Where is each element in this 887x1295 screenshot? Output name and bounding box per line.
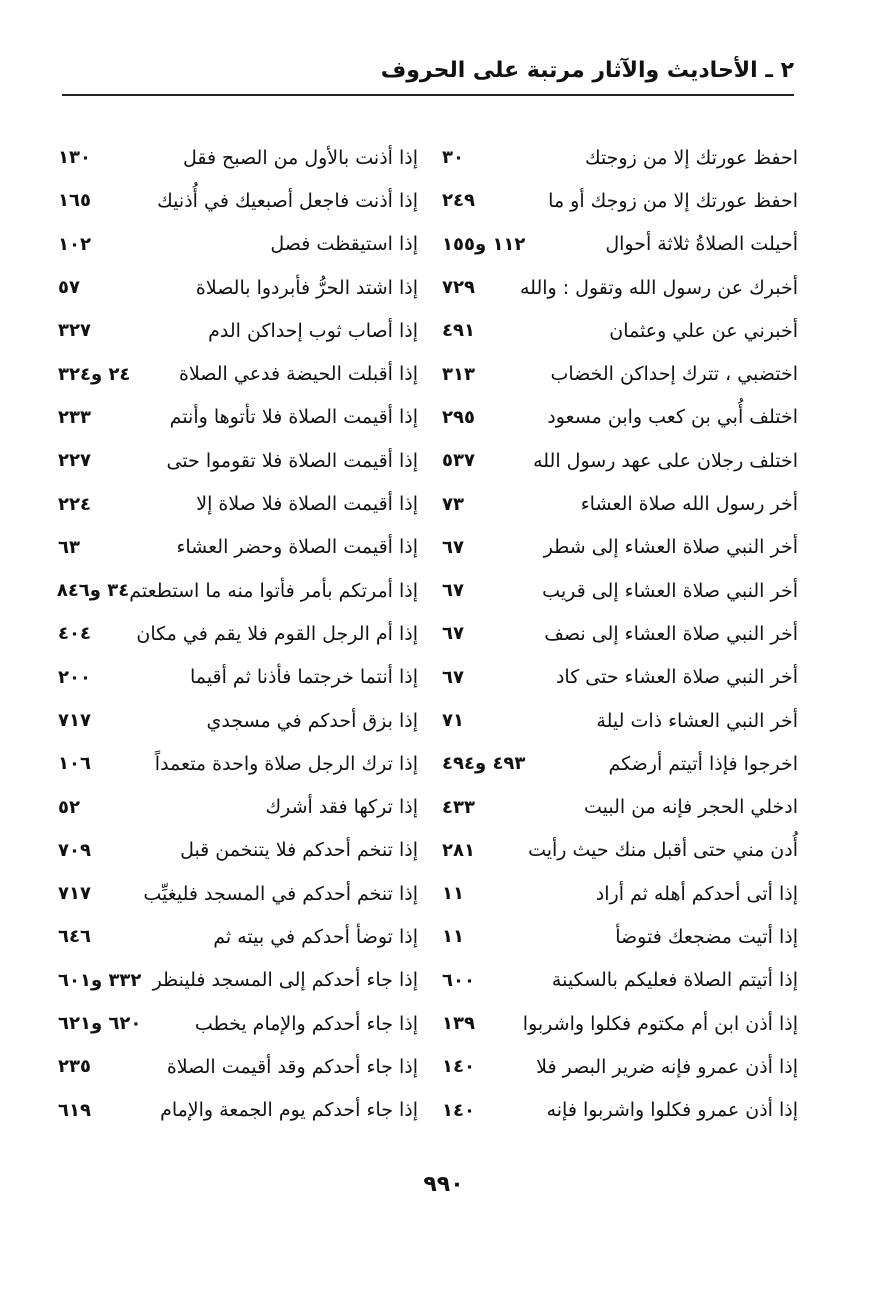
index-entry bbox=[438, 569, 798, 612]
entry-page: ١٣٠ bbox=[58, 147, 91, 169]
entry-text: أخر النبي صلاة العشاء إلى نصف bbox=[544, 622, 798, 645]
entry-text: أخر النبي صلاة العشاء إلى قريب bbox=[542, 579, 798, 602]
entry-page: ١١٢ و١٥٥ bbox=[442, 233, 526, 255]
entry-text: إذا أتيتم الصلاة فعليكم بالسكينة bbox=[551, 969, 798, 992]
entry-page: ٧١٧ bbox=[58, 710, 91, 731]
index-entry bbox=[438, 396, 798, 439]
index-entry bbox=[58, 223, 418, 266]
entry-text: أخر رسول الله صلاة العشاء bbox=[580, 493, 798, 516]
entry-text: أخر النبي صلاة العشاء حتى كاد bbox=[555, 666, 798, 689]
index-entry bbox=[58, 1089, 418, 1132]
entry-page: ٦١٩ bbox=[58, 1099, 91, 1121]
entry-text: إذا أمرتكم بأمر فأتوا منه ما استطعتم bbox=[129, 579, 418, 602]
entry-page: ١٣٩ bbox=[442, 1013, 475, 1035]
index-entry bbox=[438, 1002, 798, 1045]
entry-page: ٥٣٧ bbox=[442, 450, 475, 472]
entry-page: ١٠٦ bbox=[58, 753, 91, 775]
entry-page: ٣١٣ bbox=[442, 363, 475, 385]
entry-text: إذا جاء أحدكم إلى المسجد فلينظر bbox=[152, 969, 418, 992]
index-entry bbox=[58, 699, 418, 742]
entry-page: ٣٢٧ bbox=[58, 320, 91, 342]
index-entry bbox=[438, 1045, 798, 1088]
entry-page: ٢٣٥ bbox=[58, 1056, 91, 1078]
entry-text: إذا أقيمت الصلاة فلا تقوموا حتى bbox=[166, 449, 418, 472]
entry-text: إذا تنخم أحدكم فلا يتنخمن قبل bbox=[180, 839, 418, 862]
entry-page: ٦٢٠ و٦٢١ bbox=[58, 1013, 142, 1035]
entry-page: ٦٣ bbox=[58, 536, 80, 558]
entry-text: إذا جاء أحدكم يوم الجمعة والإمام bbox=[160, 1099, 418, 1122]
entry-page: ٤٠٤ bbox=[58, 623, 91, 645]
page-number: ٩٩٠ bbox=[423, 1172, 464, 1197]
entry-page: ٥٢ bbox=[58, 796, 80, 818]
index-entry bbox=[438, 872, 798, 915]
entry-page: ٦٠٠ bbox=[442, 969, 475, 991]
entry-text: إذا استيقظت فصل bbox=[270, 233, 418, 256]
index-entry bbox=[438, 785, 798, 828]
entry-text: إذا أتى أحدكم أهله ثم أراد bbox=[595, 882, 798, 905]
index-entry bbox=[438, 1089, 798, 1132]
index-entry bbox=[438, 179, 798, 222]
entry-text: إذا توضأ أحدكم في بيته ثم bbox=[213, 925, 418, 948]
entry-page: ٦٧ bbox=[442, 623, 464, 645]
entry-page: ١٤٠ bbox=[442, 1056, 475, 1078]
entry-page: ١٦٥ bbox=[58, 190, 91, 212]
entry-text: إذا أذن عمرو فإنه ضرير البصر فلا bbox=[536, 1055, 798, 1078]
page-header bbox=[62, 54, 794, 96]
entry-page: ٢٢٤ bbox=[58, 493, 91, 515]
index-entry bbox=[438, 656, 798, 699]
index-entry bbox=[58, 915, 418, 958]
entry-text: أخبرك عن رسول الله وتقول : والله bbox=[519, 276, 798, 299]
index-entry bbox=[58, 612, 418, 655]
entry-text: أخر النبي العشاء ذات ليلة bbox=[596, 709, 798, 732]
entry-page: ١١ bbox=[442, 926, 464, 948]
index-entry bbox=[58, 785, 418, 828]
entry-text: أخر النبي صلاة العشاء إلى شطر bbox=[543, 536, 798, 559]
entry-text: أُدن مني حتى أقبل منك حيث رأيت bbox=[528, 839, 798, 862]
entry-page: ٦٧ bbox=[442, 536, 464, 558]
index-entry bbox=[58, 872, 418, 915]
entry-text: أخبرني عن علي وعثمان bbox=[609, 319, 798, 342]
entry-text: إذا أصاب ثوب إحداكن الدم bbox=[208, 319, 418, 342]
entry-text: اختلف أُبي بن كعب وابن مسعود bbox=[547, 406, 798, 429]
entry-text: أحيلت الصلاةُ ثلاثة أحوال bbox=[605, 233, 798, 256]
entry-page: ٤٩١ bbox=[442, 320, 475, 342]
entry-text: إذا أتيت مضجعك فتوضأ bbox=[615, 925, 798, 948]
entry-page: ٢٤٩ bbox=[442, 190, 475, 212]
entry-page: ٦٤٦ bbox=[58, 926, 91, 948]
index-entry bbox=[58, 569, 418, 612]
index-entry bbox=[58, 482, 418, 525]
index-entry bbox=[58, 352, 418, 395]
page-title: ٢ ـ الأحاديث والآثار مرتبة على الحروف bbox=[380, 58, 794, 83]
index-entry bbox=[438, 699, 798, 742]
entry-text: إذا أذنت فاجعل أصبعيك في أُذنيك bbox=[157, 189, 418, 212]
entry-page: ٢٠٠ bbox=[58, 666, 91, 688]
index-entry bbox=[438, 352, 798, 395]
left-column bbox=[58, 136, 418, 1132]
entry-page: ٦٧ bbox=[442, 666, 464, 688]
index-entry bbox=[58, 309, 418, 352]
entry-text: إذا بزق أحدكم في مسجدي bbox=[206, 709, 418, 732]
index-entry bbox=[438, 266, 798, 309]
entry-text: إذا تركها فقد أشرك bbox=[265, 796, 418, 819]
entry-page: ٧٢٩ bbox=[442, 277, 475, 299]
index-entry bbox=[58, 526, 418, 569]
entry-text: إذا جاء أحدكم والإمام يخطب bbox=[194, 1012, 418, 1035]
entry-text: إذا أذن عمرو فكلوا واشربوا فإنه bbox=[546, 1099, 798, 1122]
entry-text: إذا جاء أحدكم وقد أقيمت الصلاة bbox=[166, 1055, 418, 1078]
right-column bbox=[438, 136, 798, 1132]
entry-page: ٧٣ bbox=[442, 493, 464, 515]
index-entry bbox=[58, 136, 418, 179]
entry-text: إذا أذنت بالأول من الصبح فقل bbox=[182, 146, 418, 169]
index-entry bbox=[438, 959, 798, 1002]
index-entry bbox=[58, 439, 418, 482]
entry-page: ٣٠ bbox=[442, 147, 464, 169]
index-entry bbox=[438, 223, 798, 266]
index-entry bbox=[58, 656, 418, 699]
index-entry bbox=[58, 959, 418, 1002]
index-entry bbox=[58, 742, 418, 785]
entry-text: إذا أنتما خرجتما فأذنا ثم أقيما bbox=[190, 666, 418, 689]
index-entry bbox=[438, 136, 798, 179]
index-entry bbox=[58, 396, 418, 439]
entry-page: ١٠٢ bbox=[58, 233, 91, 255]
index-entry bbox=[438, 612, 798, 655]
entry-text: إذا اشتد الحرُّ فأبردوا بالصلاة bbox=[195, 276, 418, 299]
entry-page: ٢٨١ bbox=[442, 839, 475, 861]
entry-text: إذا أقيمت الصلاة فلا صلاة إلا bbox=[196, 493, 418, 516]
entry-text: ادخلي الحجر فإنه من البيت bbox=[583, 796, 798, 819]
entry-page: ٥٧ bbox=[58, 277, 80, 299]
entry-text: إذا ترك الرجل صلاة واحدة متعمداً bbox=[154, 752, 418, 775]
entry-page: ٧١٧ bbox=[58, 883, 91, 905]
index-entry bbox=[438, 742, 798, 785]
entry-page: ١١ bbox=[442, 883, 464, 905]
entry-page: ٢٢٧ bbox=[58, 450, 91, 472]
entry-page: ٣٣٢ و٦٠١ bbox=[58, 969, 142, 991]
index-entry bbox=[58, 829, 418, 872]
entry-page: ٦٧ bbox=[442, 580, 464, 602]
index-entry bbox=[438, 439, 798, 482]
index-entry bbox=[58, 179, 418, 222]
entry-text: اختلف رجلان على عهد رسول الله bbox=[533, 449, 798, 472]
entry-page: ٢٣٣ bbox=[58, 406, 91, 428]
entry-page: ٣٤ و٨٤٦ bbox=[56, 580, 130, 602]
entry-text: اخرجوا فإذا أتيتم أرضكم bbox=[608, 752, 798, 775]
entry-page: ٧١ bbox=[442, 710, 464, 731]
entry-page: ٢٩٥ bbox=[442, 406, 475, 428]
index-entry bbox=[438, 526, 798, 569]
entry-page: ٧٠٩ bbox=[58, 839, 91, 861]
entry-page: ٤٣٣ bbox=[442, 796, 475, 818]
entry-text: احفظ عورتك إلا من زوجك أو ما bbox=[548, 189, 798, 212]
entry-text: اختضبي ، تترك إحداكن الخضاب bbox=[550, 363, 798, 386]
entry-page: ٢٤ و٣٢٤ bbox=[58, 363, 131, 385]
index-entry bbox=[438, 482, 798, 525]
entry-text: إذا أقبلت الحيضة فدعي الصلاة bbox=[178, 363, 418, 386]
entry-text: احفظ عورتك إلا من زوجتك bbox=[584, 146, 798, 169]
entry-text: إذا تنخم أحدكم في المسجد فليغيِّب bbox=[143, 882, 418, 905]
index-entry bbox=[438, 915, 798, 958]
entry-text: إذا أم الرجل القوم فلا يقم في مكان bbox=[136, 622, 418, 645]
index-entry bbox=[58, 1002, 418, 1045]
index-entry bbox=[58, 1045, 418, 1088]
entry-page: ١٤٠ bbox=[442, 1099, 475, 1121]
index-entry bbox=[438, 309, 798, 352]
entry-page: ٤٩٣ و٤٩٤ bbox=[442, 753, 526, 775]
entry-text: إذا أقيمت الصلاة وحضر العشاء bbox=[176, 536, 418, 559]
entry-text: إذا أذن ابن أم مكتوم فكلوا واشربوا bbox=[522, 1012, 798, 1035]
index-entry bbox=[438, 829, 798, 872]
index-entry bbox=[58, 266, 418, 309]
entry-text: إذا أقيمت الصلاة فلا تأتوها وأنتم bbox=[169, 406, 418, 429]
